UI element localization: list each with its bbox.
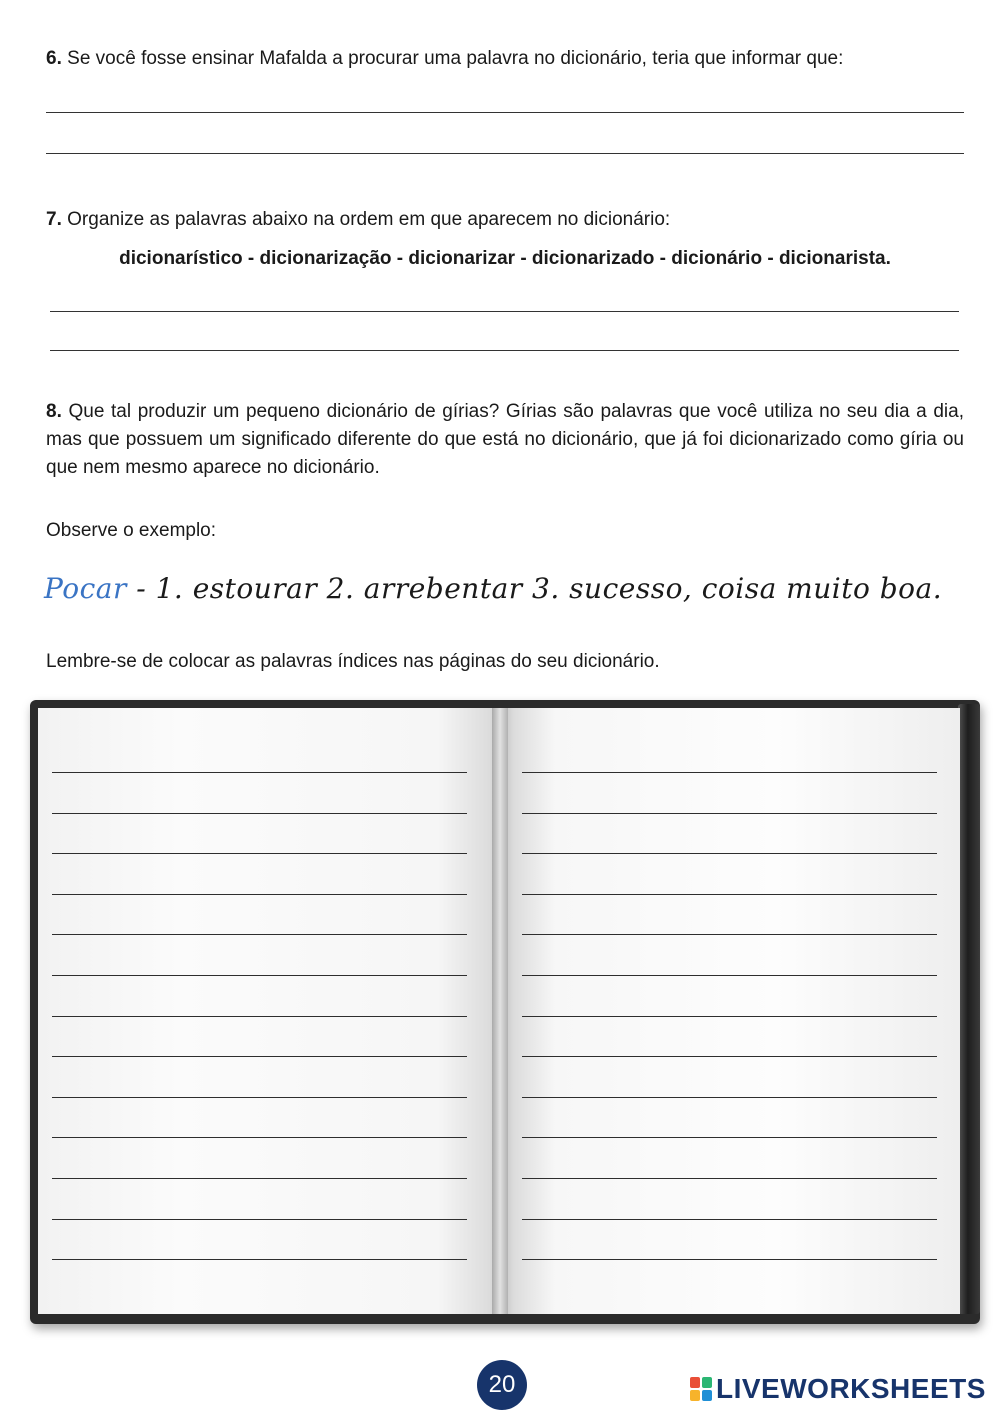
notebook-right-line[interactable]	[522, 1259, 937, 1260]
notebook-left-page	[38, 708, 508, 1314]
question-8	[46, 398, 964, 482]
notebook-left-line[interactable]	[52, 772, 467, 773]
notebook-right-line[interactable]	[522, 1137, 937, 1138]
notebook-left-line[interactable]	[52, 1259, 467, 1260]
notebook-left-line[interactable]	[52, 1016, 467, 1017]
notebook-left-line[interactable]	[52, 975, 467, 976]
notebook-right-line[interactable]	[522, 1016, 937, 1017]
notebook-right-line[interactable]	[522, 853, 937, 854]
example-definition: - 1. estourar 2. arrebentar 3. sucesso, coisa muito boa.	[126, 572, 943, 605]
logo-square-4	[702, 1390, 712, 1401]
question-7	[46, 206, 964, 234]
question-7-number: 7.	[46, 209, 62, 230]
notebook-left-line[interactable]	[52, 853, 467, 854]
logo-square-3	[690, 1390, 700, 1401]
notebook-right-line[interactable]	[522, 1056, 937, 1057]
notebook-left-line[interactable]	[52, 1178, 467, 1179]
question-8-text: Que tal produzir um pequeno dicionário de gírias? Gírias são palavras que você utiliza no seu dia a dia, mas que possuem um significado diferente do que está no dicionário, que já foi dicionarizado como gíria ou que nem mesmo aparece no dicionário.	[46, 401, 964, 478]
notebook-spine	[492, 708, 508, 1314]
notebook-left-line[interactable]	[52, 1219, 467, 1220]
notebook-right-line[interactable]	[522, 1178, 937, 1179]
notebook-cover-edge	[958, 704, 980, 1314]
notebook-left-line[interactable]	[52, 934, 467, 935]
brand-logo-icon	[690, 1377, 712, 1401]
notebook-right-page	[500, 708, 960, 1314]
example-word: Pocar	[44, 572, 127, 605]
notebook-right-line[interactable]	[522, 975, 937, 976]
notebook	[30, 700, 980, 1324]
question-6-text: Se você fosse ensinar Mafalda a procurar uma palavra no dicionário, teria que informar que:	[67, 48, 844, 69]
brand-name: LIVEWORKSHEETS	[716, 1373, 986, 1404]
logo-square-2	[702, 1377, 712, 1388]
notebook-right-line[interactable]	[522, 772, 937, 773]
notebook-right-line[interactable]	[522, 1097, 937, 1098]
page-number-badge: 20	[477, 1360, 527, 1410]
question-8-number: 8.	[46, 401, 62, 422]
answer-line-6a[interactable]	[46, 112, 964, 113]
notebook-right-line[interactable]	[522, 894, 937, 895]
notebook-right-line[interactable]	[522, 934, 937, 935]
answer-line-7b[interactable]	[50, 350, 959, 351]
notebook-left-line[interactable]	[52, 1056, 467, 1057]
observe-label: Observe o exemplo:	[46, 520, 217, 541]
notebook-right-line[interactable]	[522, 1219, 937, 1220]
word-list: dicionarístico - dicionarização - dicionarizar - dicionarizado - dicionário - dicionarista.	[119, 248, 891, 269]
answer-line-6b[interactable]	[46, 153, 964, 154]
liveworksheets-logo	[690, 1372, 986, 1406]
logo-square-1	[690, 1377, 700, 1388]
notebook-left-line[interactable]	[52, 1137, 467, 1138]
reminder-text: Lembre-se de colocar as palavras índices nas páginas do seu dicionário.	[46, 651, 660, 672]
question-6	[46, 45, 964, 73]
notebook-left-line[interactable]	[52, 1097, 467, 1098]
notebook-left-line[interactable]	[52, 894, 467, 895]
notebook-left-line[interactable]	[52, 813, 467, 814]
example-entry	[44, 572, 964, 605]
answer-line-7a[interactable]	[50, 311, 959, 312]
notebook-right-line[interactable]	[522, 813, 937, 814]
question-7-text: Organize as palavras abaixo na ordem em que aparecem no dicionário:	[67, 209, 671, 230]
question-6-number: 6.	[46, 48, 62, 69]
